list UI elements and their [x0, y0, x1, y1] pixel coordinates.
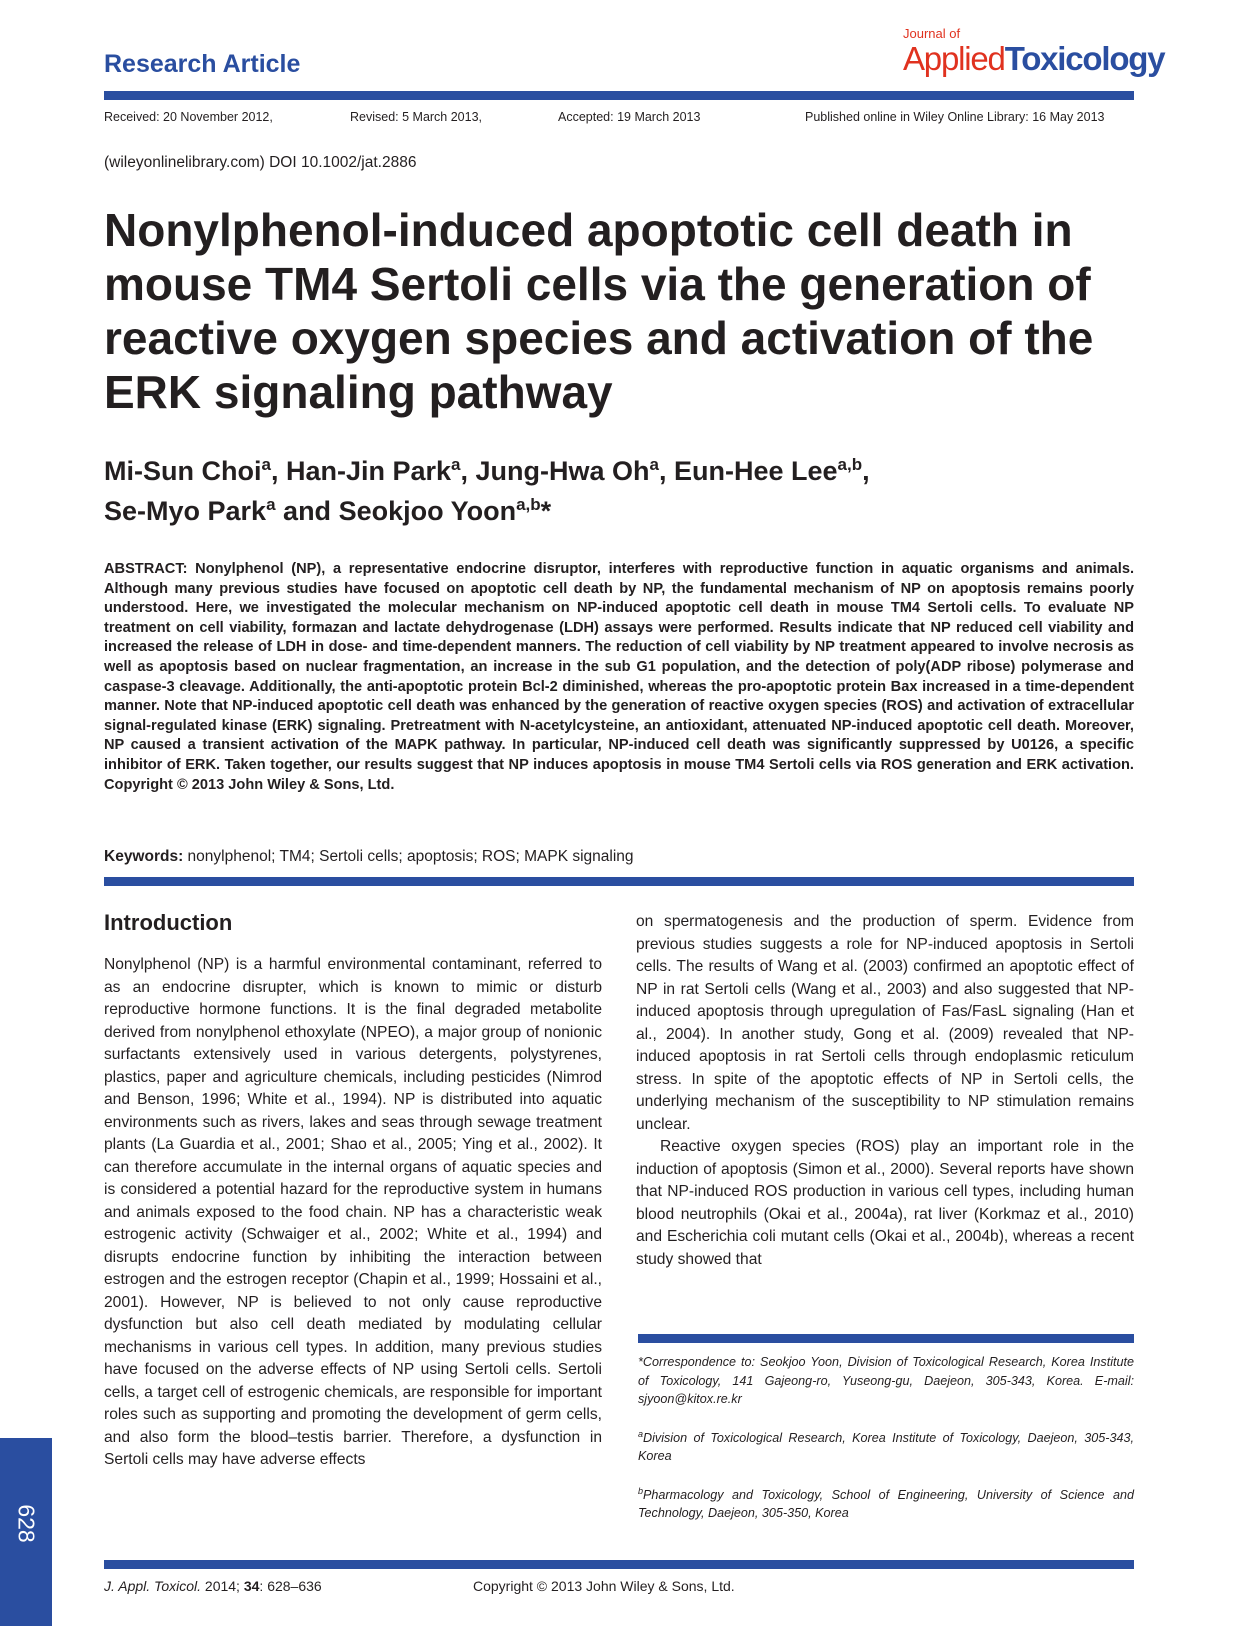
citation: J. Appl. Toxicol. 2014; 34: 628–636: [104, 1578, 322, 1594]
footnote-rule: [638, 1334, 1134, 1343]
keywords-label: Keywords:: [104, 848, 184, 865]
accepted-date: Accepted: 19 March 2013: [558, 110, 701, 124]
body-column-right: [636, 911, 1134, 1271]
header-rule: [104, 91, 1134, 100]
footer-copyright: Copyright © 2013 John Wiley & Sons, Ltd.: [473, 1578, 735, 1594]
article-title: Nonylphenol-induced apoptotic cell death in mouse TM4 Sertoli cells via the generation of reactive oxygen species and activation of the ERK signaling pathway: [104, 204, 1094, 418]
received-date: Received: 20 November 2012,: [104, 110, 273, 124]
abstract: ABSTRACT: Nonylphenol (NP), a representative endocrine disruptor, interferes with reproductive function in aquatic organisms and animals. Although many previous studies have focused on apoptotic cell death by NP, the fundamental mechanism of NP on apoptosis remains poorly understood. Here, we investigated the molecular mechanism on NP-induced apoptotic cell death in mouse TM4 Sertoli cells. To evaluate NP treatment on cell viability, formazan and lactate dehydrogenase (LDH) assays were performed. Results indicate that NP reduced cell viability and increased the release of LDH in dose- and time-dependent manners. The reduction of cell viability by NP treatment appeared to involve necrosis as well as apoptosis based on nuclear fragmentation, an increase in the sub G1 population, and the detection of poly(ADP ribose) polymerase and caspase-3 cleavage. Additionally, the anti-apoptotic protein Bcl-2 diminished, whereas the pro-apoptotic protein Bax increased in a time-dependent manner. Note that NP-induced apoptotic cell death was enhanced by the generation of reactive oxygen species (ROS) and activation of extracellular signal-regulated kinase (ERK) signaling. Pretreatment with N-acetylcysteine, an antioxidant, attenuated NP-induced apoptotic cell death. Moreover, NP caused a transient activation of the MAPK pathway. In particular, NP-induced cell death was significantly suppressed by U0126, a specific inhibitor of ERK. Taken together, our results suggest that NP induces apoptosis in mouse TM4 Sertoli cells via ROS generation and ERK activation. Copyright © 2013 John Wiley & Sons, Ltd.: [104, 561, 1134, 793]
correspondence-note: *Correspondence to: Seokjoo Yoon, Division of Toxicological Research, Korea Institute of Toxicology, 141 Gajeong-ro, Yuseong-gu, Daejeon, 305-343, Korea. E-mail: sjyoon@kitox.re.kr: [638, 1355, 1134, 1406]
author-affiliation-mark: a,b: [516, 495, 541, 514]
body-column-left: [104, 954, 602, 1472]
author-name: Mi-Sun Choi: [104, 456, 262, 486]
logo-line1: Journal of: [903, 26, 961, 41]
doi-line: (wileyonlinelibrary.com) DOI 10.1002/jat.2886: [104, 154, 417, 171]
author-name: Eun-Hee Lee: [673, 456, 838, 486]
keywords: [104, 848, 634, 866]
keywords-list: nonylphenol; TM4; Sertoli cells; apoptosis; ROS; MAPK signaling: [183, 848, 634, 865]
affiliation-a: $^a$Division of Toxicological Research, Korea Institute of Toxicology, Daejeon, 305-343, Korea: [638, 1428, 1134, 1464]
logo-wordmark: AppliedToxicology: [903, 40, 1165, 77]
revised-date: Revised: 5 March 2013,: [350, 110, 483, 124]
author-list: Mi-Sun Choi$^a$, Han-Jin Park$^a$, Jung-Hwa Oh$^a$, Eun-Hee Lee$^{a,b}$, Se-Myo Park$^a$ and Seokjoo Yoon$^{a,b}$*: [104, 455, 870, 526]
author-name: Jung-Hwa Oh: [475, 456, 650, 486]
author-name: Han-Jin Park: [285, 456, 452, 486]
page-number: 628: [13, 1504, 40, 1543]
author-name: Seokjoo Yoon: [338, 496, 517, 526]
body-paragraph: Reactive oxygen species (ROS) play an important role in the induction of apoptosis (Simon et al., 2000). Several reports have shown that NP-induced ROS production in various cell types, including human blood neutrophils (Okai et al., 2004a), rat liver (Korkmaz et al., 2010) and Escherichia coli mutant cells (Okai et al., 2004b), whereas a recent study showed that: [636, 1138, 1134, 1268]
author-affiliation-mark: a: [451, 455, 461, 474]
body-paragraph: on spermatogenesis and the production of sperm. Evidence from previous studies suggests a role for NP-induced apoptosis in Sertoli cells. The results of Wang et al. (2003) confirmed an apoptotic effect of NP in rat Sertoli cells (Wang et al., 2003) and also suggested that NP-induced apoptosis through upregulation of Fas/FasL signaling (Han et al., 2004). In another study, Gong et al. (2009) revealed that NP-induced apoptosis in rat Sertoli cells through endoplasmic reticulum stress. In spite of the apoptotic effects of NP in Sertoli cells, the underlying mechanism of the susceptibility to NP stimulation remains unclear.: [636, 913, 1134, 1133]
author-name: Se-Myo Park: [104, 496, 267, 526]
abstract-rule: [104, 877, 1134, 886]
section-heading-introduction: Introduction: [104, 910, 233, 935]
author-affiliation-mark: a: [261, 455, 271, 474]
footer-rule: [104, 1560, 1134, 1569]
published-date: Published online in Wiley Online Library: 16 May 2013: [805, 110, 1105, 124]
body-paragraph: Nonylphenol (NP) is a harmful environmental contaminant, referred to as an endocrine disrupter, which is known to mimic or disturb reproductive hormone functions. It is the final degraded metabolite derived from nonylphenol ethoxylate (NPEO), a major group of nonionic surfactants extensively used in various detergents, polystyrenes, plastics, paper and agriculture chemicals, including pesticides (Nimrod and Benson, 1996; White et al., 1994). NP is distributed into aquatic environments such as rivers, lakes and seas through sewage treatment plants (La Guardia et al., 2001; Shao et al., 2005; Ying et al., 2002). It can therefore accumulate in the internal organs of aquatic species and is considered a potential hazard for the reproductive system in humans and animals exposed to the food chain. NP has a characteristic weak estrogenic activity (Schwaiger et al., 2002; White et al., 1994) and disrupts endocrine function by inhibiting the interaction between estrogen and the estrogen receptor (Chapin et al., 1999; Hossaini et al., 2001). However, NP is believed to not only cause reproductive dysfunction but also cell death mediated by modulating cellular mechanisms in various cell types. In addition, many previous studies have focused on the adverse effects of NP using Sertoli cells. Sertoli cells, a target cell of estrogenic chemicals, are responsible for important roles such as supporting and promoting the development of germ cells, and also form the blood–testis barrier. Therefore, a dysfunction in Sertoli cells may have adverse effects: [104, 956, 602, 1468]
author-affiliation-mark: a: [266, 495, 276, 514]
journal-logo: [903, 26, 1165, 82]
author-affiliation-mark: a,b: [837, 455, 863, 474]
section-label: Research Article: [104, 50, 301, 78]
affiliation-b: $^b$Pharmacology and Toxicology, School of Engineering, University of Science and Technology, Daejeon, 305-350, Korea: [638, 1485, 1134, 1521]
footnotes: [638, 1353, 1134, 1539]
author-affiliation-mark: a: [649, 455, 659, 474]
